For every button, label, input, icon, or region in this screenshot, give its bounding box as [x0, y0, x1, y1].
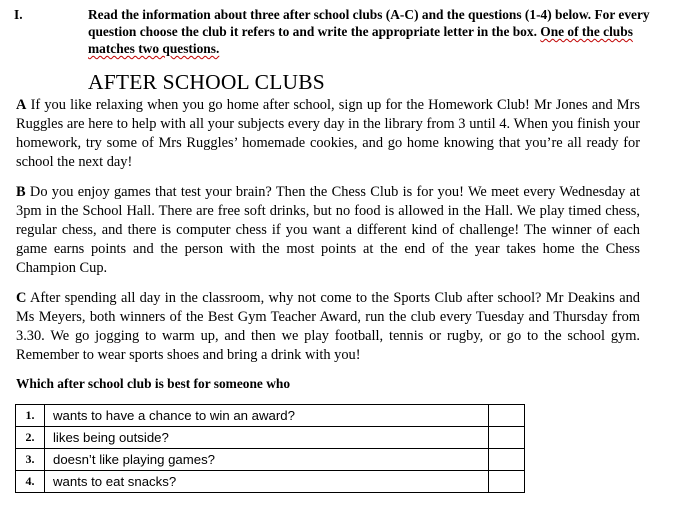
item-number: 1.	[16, 405, 45, 427]
question-prompt: Which after school club is best for someone who	[16, 376, 291, 391]
page-title: AFTER SCHOOL CLUBS	[88, 70, 325, 94]
club-a-letter: A	[16, 97, 27, 113]
club-a-paragraph	[16, 96, 640, 172]
answer-box[interactable]	[489, 427, 525, 449]
table-row	[16, 427, 525, 449]
exercise-number: I.	[14, 7, 23, 22]
table-row	[16, 405, 525, 427]
item-text: wants to eat snacks?	[45, 471, 489, 493]
club-b-letter: B	[16, 184, 26, 200]
club-c-paragraph	[16, 289, 640, 365]
table-row	[16, 471, 525, 493]
item-number: 3.	[16, 449, 45, 471]
club-a-text: If you like relaxing when you go home after school, sign up for the Homework Club! Mr Jones and Mrs Ruggles are here to help with all your subjects every day in the library from 3 until 4. When you finish your homework, try some of Mrs Ruggles’ homemade cookies, and go home knowing that you’re all ready for school the next day!	[16, 97, 640, 170]
answer-table	[15, 404, 525, 493]
table-row	[16, 449, 525, 471]
answer-box[interactable]	[489, 449, 525, 471]
instructions-note: One of the clubs matches two questions.	[88, 24, 633, 56]
item-text: doesn’t like playing games?	[45, 449, 489, 471]
instructions	[14, 6, 654, 57]
instructions-body: Read the information about three after school clubs (A-C) and the questions (1-4) below. For every question choose the club it refers to and write the appropriate letter in the box.	[88, 7, 650, 39]
item-number: 2.	[16, 427, 45, 449]
club-b-paragraph	[16, 183, 640, 278]
club-c-text: After spending all day in the classroom, why not come to the Sports Club after school? Mr Deakins and Ms Meyers, both winners of the Best Gym Teacher Award, run the club every Tuesday and Thursday from 3.30. We go jogging to warm up, and then we play football, tennis or rugby, or go to the school gym. Remember to wear sports shoes and bring a drink with you!	[16, 290, 640, 363]
item-text: likes being outside?	[45, 427, 489, 449]
answer-box[interactable]	[489, 405, 525, 427]
item-text: wants to have a chance to win an award?	[45, 405, 489, 427]
item-number: 4.	[16, 471, 45, 493]
instructions-text	[88, 6, 654, 57]
answer-box[interactable]	[489, 471, 525, 493]
club-b-text: Do you enjoy games that test your brain? Then the Chess Club is for you! We meet every Wednesday at 3pm in the School Hall. There are free soft drinks, but no food is allowed in the Hall. We play timed chess, regular chess, and there is computer chess if you want a different kind of challenge! The winner of each game earns points and the person with the most points at the end of the year takes home the Chess Champion Cup.	[16, 184, 640, 276]
club-c-letter: C	[16, 290, 27, 306]
